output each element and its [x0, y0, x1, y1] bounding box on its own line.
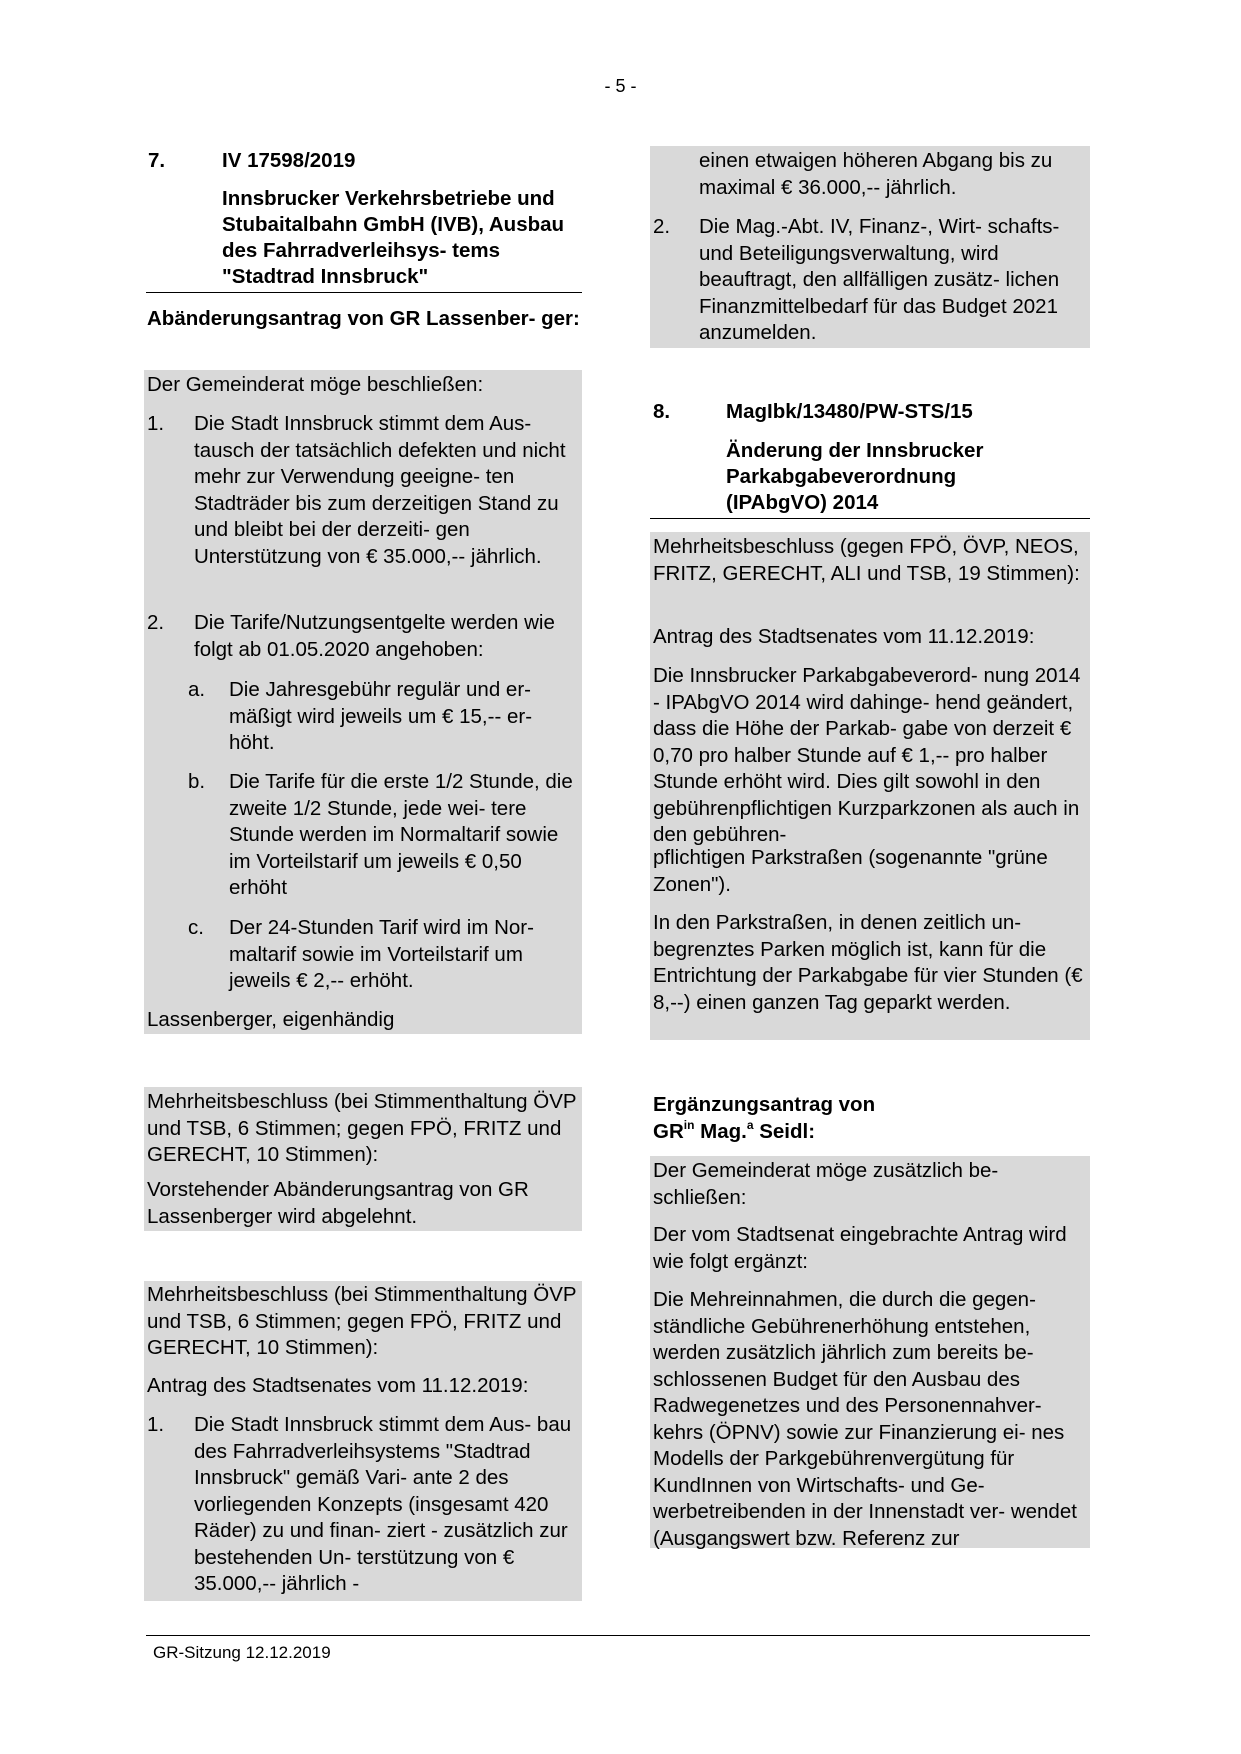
item8-number: 8. — [653, 400, 671, 423]
item7-vote1: Mehrheitsbeschluss (bei Stimmenthaltung ÖVP und TSB, 6 Stimmen; gegen FPÖ, FRITZ und GERECHT, 10 Stimmen): — [147, 1090, 577, 1166]
item7-vote2-motion: Antrag des Stadtsenates vom 11.12.2019: — [147, 1374, 529, 1397]
item8-vote: Mehrheitsbeschluss (gegen FPÖ, ÖVP, NEOS, FRITZ, GERECHT, ALI und TSB, 19 Stimmen): — [653, 535, 1080, 585]
item7-amend-c-num: c. — [188, 916, 204, 939]
item8-title: Änderung der Innsbrucker Parkabgabeverordnung (IPAbgVO) 2014 — [726, 439, 984, 514]
item8-supp-p2: Die Mehreinnahmen, die durch die gegen- ständliche Gebührenerhöhung entstehen, werden zusätzlich jährlich zum bereits be- schlossenen Budget für den Ausbau des Radwegenetzes und des Personennahver- kehrs (ÖPNV) sowie zur Finanzierung ei- nes Modells der Parkgebührenvergütung für KundInnen von Wirtschafts- und Ge- werbetreibenden in der Innenstadt ver- wendet (Ausgangswert bzw. Referenz zur — [653, 1288, 1077, 1550]
item7-amend-1-text: Die Stadt Innsbruck stimmt dem Aus- tausch der tatsächlich defekten und nicht mehr zur Verwendung geeigne- ten Stadträder bis zum derzeitigen Stand zu und bleibt bei der derzeiti- gen Unterstützung von € 35.000,-- jährlich. — [194, 412, 566, 568]
item7-motion-2-text: Die Mag.-Abt. IV, Finanz-, Wirt- schafts- und Beteiligungsverwaltung, wird beauftragt, den allfälligen zusätz- lichen Finanzmittelbedarf für das Budget 2021 anzumelden. — [699, 215, 1060, 344]
item8-supp-intro: Der Gemeinderat möge zusätzlich be- schließen: — [653, 1159, 999, 1209]
footer-text: GR-Sitzung 12.12.2019 — [153, 1643, 331, 1662]
item8-para2: In den Parkstraßen, in denen zeitlich un- begrenztes Parken möglich ist, kann für die Entrichtung der Parkabgabe für vier Stunden (€ 8,--) einen ganzen Tag geparkt werden. — [653, 911, 1083, 1014]
footer-rule — [146, 1635, 1090, 1636]
supp-gr: GR — [653, 1119, 684, 1143]
item7-title: Innsbrucker Verkehrsbetriebe und Stubaitalbahn GmbH (IVB), Ausbau des Fahrradverleihsys- tems "Stadtrad Innsbruck" — [222, 187, 565, 288]
supp-name: Seidl: — [753, 1119, 816, 1143]
item8-motion: Antrag des Stadtsenates vom 11.12.2019: — [653, 625, 1035, 648]
item7-amend-2-num: 2. — [147, 611, 165, 634]
item7-amend-sign: Lassenberger, eigenhändig — [147, 1008, 395, 1031]
supp-mag: Mag. — [694, 1119, 747, 1143]
item7-amend-b-text: Die Tarife für die erste 1/2 Stunde, die zweite 1/2 Stunde, jede wei- tere Stunde werden im Normaltarif sowie im Vorteilstarif um jeweils € 0,50 erhöht — [229, 770, 573, 899]
item7-title-rule — [146, 292, 582, 293]
item8-supp-p1: Der vom Stadtsenat eingebrachte Antrag wird wie folgt ergänzt: — [653, 1223, 1067, 1273]
item7-motion-1-text: Die Stadt Innsbruck stimmt dem Aus- bau des Fahrradverleihsystems "Stadtrad Innsbruck" gemäß Vari- ante 2 des vorliegenden Konzepts (insgesamt 420 Räder) zu und finan- ziert - zusätzlich zur bestehenden Un- terstützung von € 35.000,-- jährlich - — [194, 1413, 572, 1595]
item7-number: 7. — [148, 149, 166, 172]
item7-amend-1-num: 1. — [147, 412, 165, 435]
item7-vote1-result: Vorstehender Abänderungsantrag von GR Lassenberger wird abgelehnt. — [147, 1178, 529, 1228]
item7-amend-a-text: Die Jahresgebühr regulär und er- mäßigt wird jeweils um € 15,-- er- höht. — [229, 678, 533, 754]
item8-title-rule — [650, 518, 1090, 519]
item8-para1-cont: pflichtigen Parkstraßen (sogenannte "grüne Zonen"). — [653, 846, 1048, 896]
item7-amend-a-num: a. — [188, 678, 206, 701]
item8-supp-heading — [653, 1092, 1083, 1145]
item8-supp-heading-line1: Ergänzungsantrag von — [653, 1093, 876, 1116]
item7-motion-1-num: 1. — [147, 1413, 165, 1436]
item7-amend-heading: Abänderungsantrag von GR Lassenber- ger: — [147, 307, 580, 330]
item8-supp-heading-line2 — [653, 1119, 1083, 1146]
page-number: - 5 - — [604, 76, 637, 96]
item7-amend-c-text: Der 24-Stunden Tarif wird im Nor- maltarif sowie im Vorteilstarif um jeweils € 2,-- erhöht. — [229, 916, 534, 992]
item7-motion-1-cont: einen etwaigen höheren Abgang bis zu maximal € 36.000,-- jährlich. — [699, 149, 1053, 199]
item7-motion-2-num: 2. — [653, 215, 671, 238]
item7-amend-2-text: Die Tarife/Nutzungsentgelte werden wie folgt ab 01.05.2020 angehoben: — [194, 611, 555, 661]
item7-vote2: Mehrheitsbeschluss (bei Stimmenthaltung ÖVP und TSB, 6 Stimmen; gegen FPÖ, FRITZ und GERECHT, 10 Stimmen): — [147, 1283, 577, 1359]
supp-mag-sup: a — [746, 1117, 754, 1132]
item7-amend-b-num: b. — [188, 770, 206, 793]
item7-ref: IV 17598/2019 — [222, 149, 356, 172]
item7-amend-intro: Der Gemeinderat möge beschließen: — [147, 373, 484, 396]
supp-gr-sup: in — [683, 1117, 695, 1132]
item8-ref: MagIbk/13480/PW-STS/15 — [726, 400, 973, 423]
item8-para1: Die Innsbrucker Parkabgabeverord- nung 2014 - IPAbgVO 2014 wird dahinge- hend geändert, dass die Höhe der Parkab- gabe von derzeit € 0,70 pro halber Stunde auf € 1,-- pro halber Stunde erhöht wird. Dies gilt sowohl in den gebührenpflichtigen Kurzparkzonen als auch in den gebühren- — [653, 664, 1081, 846]
